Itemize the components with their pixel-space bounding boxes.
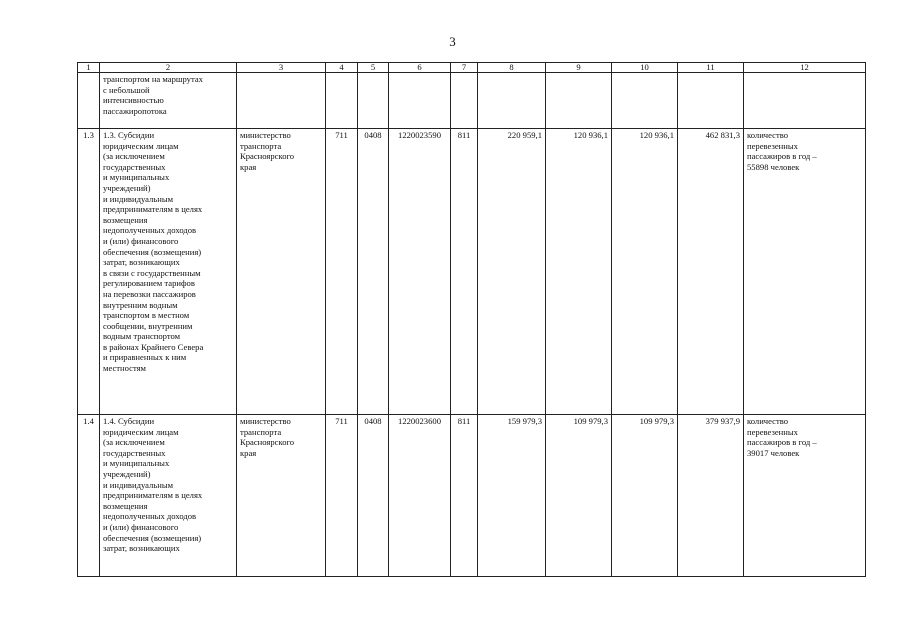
table-row [78, 415, 866, 577]
amount-year-3: 120 936,1 [612, 129, 678, 415]
grbs-code [326, 73, 358, 129]
measure-name: транспортом на маршрутах с небольшой интенсивностью пассажиропотока [100, 73, 237, 129]
column-header: 1 [78, 63, 100, 73]
csr-code: 1220023590 [389, 129, 451, 415]
vr-code: 811 [451, 415, 478, 577]
row-number: 1.4 [78, 415, 100, 577]
row-number: 1.3 [78, 129, 100, 415]
amount-total: 462 831,3 [678, 129, 744, 415]
row-number [78, 73, 100, 129]
column-numbers-row [78, 63, 866, 73]
amount-year-3 [612, 73, 678, 129]
csr-code [389, 73, 451, 129]
page-number: 3 [449, 34, 456, 49]
column-header: 6 [389, 63, 451, 73]
administrator [237, 73, 326, 129]
amount-year-1 [478, 73, 546, 129]
column-header: 12 [744, 63, 866, 73]
expected-result: количество перевезенных пассажиров в год – 55898 человек [744, 129, 866, 415]
expected-result [744, 73, 866, 129]
rzpr-code [358, 73, 389, 129]
amount-year-3: 109 979,3 [612, 415, 678, 577]
amount-year-2: 120 936,1 [546, 129, 612, 415]
expected-result: количество перевезенных пассажиров в год – 39017 человек [744, 415, 866, 577]
table-row [78, 73, 866, 129]
column-header: 10 [612, 63, 678, 73]
csr-code: 1220023600 [389, 415, 451, 577]
amount-total [678, 73, 744, 129]
column-header: 4 [326, 63, 358, 73]
column-header: 5 [358, 63, 389, 73]
grbs-code: 711 [326, 415, 358, 577]
grbs-code: 711 [326, 129, 358, 415]
rzpr-code: 0408 [358, 415, 389, 577]
amount-total: 379 937,9 [678, 415, 744, 577]
amount-year-2 [546, 73, 612, 129]
amount-year-2: 109 979,3 [546, 415, 612, 577]
column-header: 11 [678, 63, 744, 73]
measure-name: 1.4. Субсидии юридическим лицам (за исключением государственных и муниципальных учреждений) и индивидуальным предпринимателям в целях возмещения недополученных доходов и (или) финансового обеспечения (возмещения) затрат, возникающих [100, 415, 237, 577]
amount-year-1: 159 979,3 [478, 415, 546, 577]
table-row [78, 129, 866, 415]
vr-code: 811 [451, 129, 478, 415]
budget-table [77, 62, 866, 577]
amount-year-1: 220 959,1 [478, 129, 546, 415]
vr-code [451, 73, 478, 129]
column-header: 8 [478, 63, 546, 73]
measure-name: 1.3. Субсидии юридическим лицам (за исключением государственных и муниципальных учреждений) и индивидуальным предпринимателям в целях возмещения недополученных доходов и (или) финансового обеспечения (возмещения) затрат, возникающих в связи с государственным регулированием тарифов на перевозки пассажиров внутренним водным транспортом в местном сообщении, внутренним водным транспортом в районах Крайнего Севера и приравненных к ним местностям [100, 129, 237, 415]
column-header: 9 [546, 63, 612, 73]
administrator: министерство транспорта Красноярского края [237, 415, 326, 577]
column-header: 7 [451, 63, 478, 73]
rzpr-code: 0408 [358, 129, 389, 415]
column-header: 2 [100, 63, 237, 73]
column-header: 3 [237, 63, 326, 73]
administrator: министерство транспорта Красноярского края [237, 129, 326, 415]
